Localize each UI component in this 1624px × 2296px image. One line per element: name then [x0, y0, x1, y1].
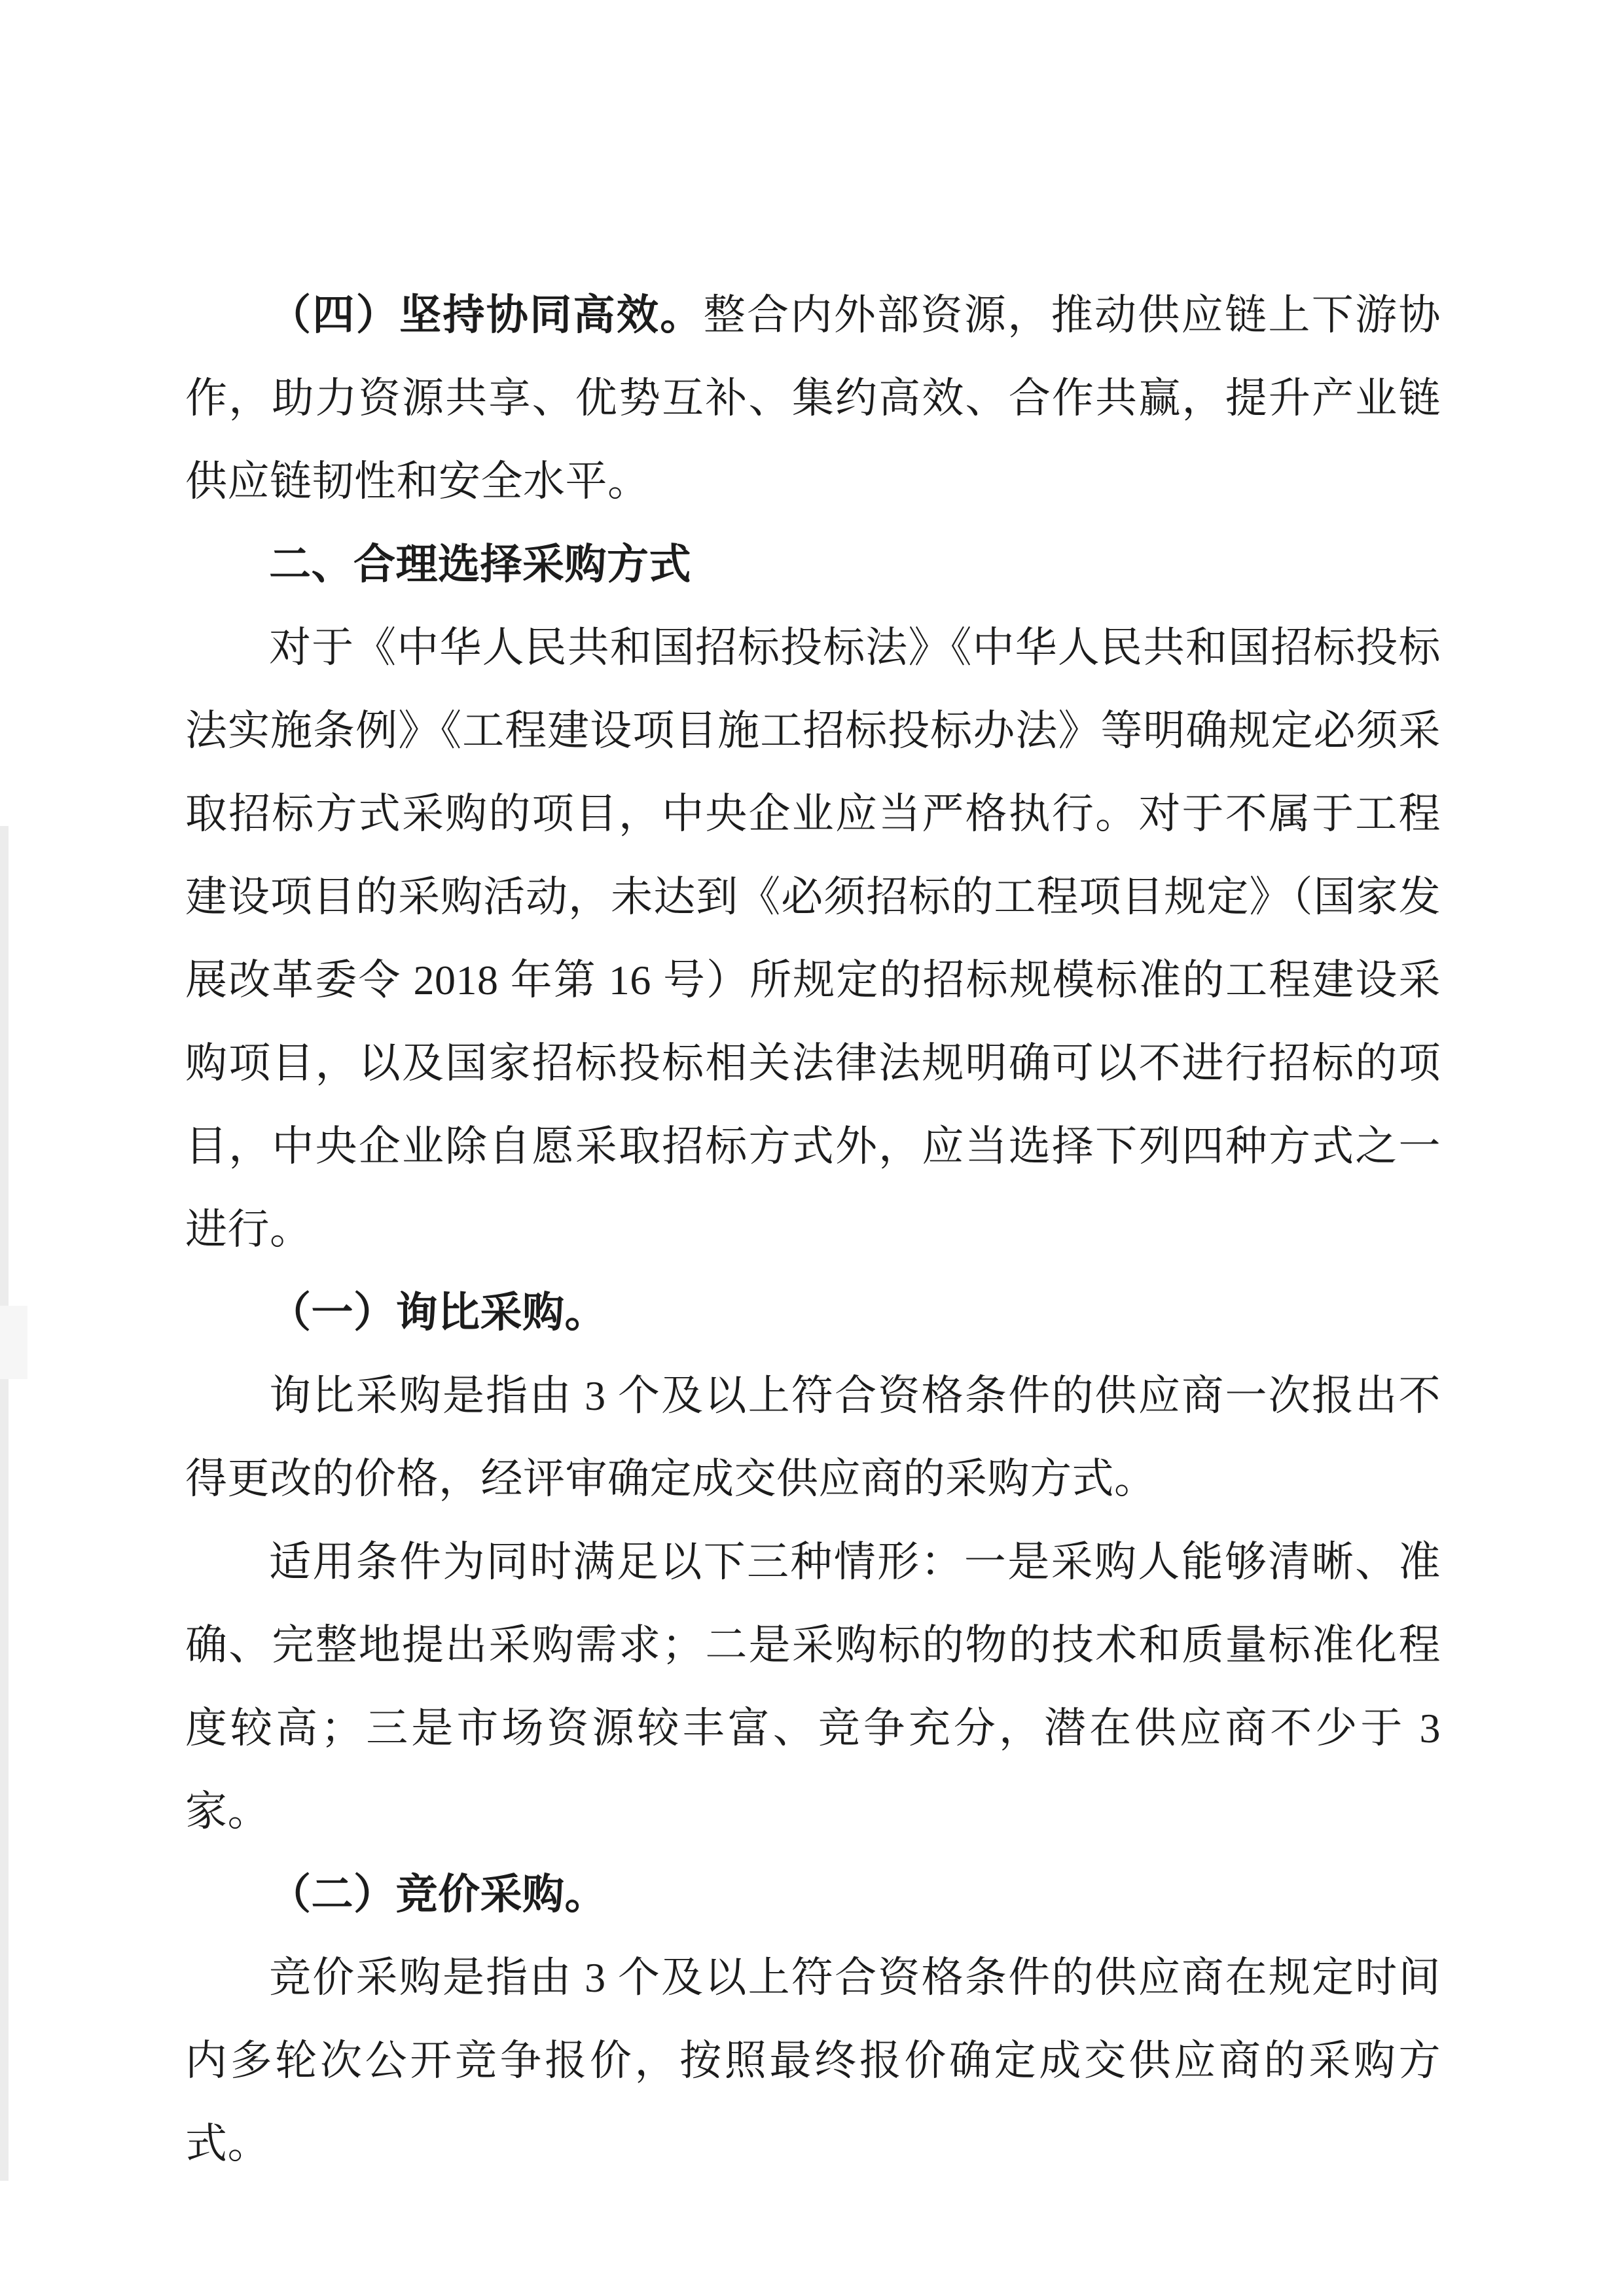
heading-text: （二）竞价采购。 — [269, 1871, 607, 1918]
scan-artifact-left-edge — [0, 826, 9, 2181]
paragraph-inquiry-conditions — [185, 1520, 1441, 1853]
document-body — [185, 274, 1441, 2185]
paragraph-inquiry-definition — [185, 1354, 1441, 1520]
subsection-heading-1-inquiry-procurement — [185, 1271, 1441, 1354]
scan-artifact-blotch — [0, 1306, 27, 1379]
heading-text: 二、合理选择采购方式 — [269, 541, 691, 588]
paragraph-tendering-law-rules — [185, 606, 1441, 1271]
paragraph-lead-bold: （四）坚持协同高效。 — [269, 292, 704, 338]
subsection-heading-2-competitive-bidding — [185, 1853, 1441, 1936]
heading-text: （一）询比采购。 — [269, 1289, 607, 1336]
paragraph-text: 竞价采购是指由 3 个及以上符合资格条件的供应商在规定时间内多轮次公开竞争报价，按照最终报价确定成交供应商的采购方式。 — [185, 1954, 1441, 2167]
paragraph-bidding-definition — [185, 1936, 1441, 2185]
paragraph-text: 对于《中华人民共和国招标投标法》《中华人民共和国招标投标法实施条例》《工程建设项目施工招标投标办法》等明确规定必须采取招标方式采购的项目，中央企业应当严格执行。对于不属于工程建设项目的采购活动，未达到《必须招标的工程项目规定》（国家发展改革委令 2018 年第 16 号）所规定的招标规模标准的工程建设采购项目，以及国家招标投标相关法律法规明确可以不进行招标的项目，中央企业除自愿采取招标方式外，应当选择下列四种方式之一进行。 — [185, 624, 1441, 1253]
paragraph-text: 询比采购是指由 3 个及以上符合资格条件的供应商一次报出不得更改的价格，经评审确定成交供应商的采购方式。 — [185, 1372, 1441, 1502]
section-heading-2-procurement-method — [185, 523, 1441, 606]
paragraph-text: 整合内外部资源，推动供应链上下游协作，助力资源共享、优势互补、集约高效、合作共赢，提升产业链供应链韧性和安全水平。 — [185, 292, 1441, 505]
paragraph-text: 适用条件为同时满足以下三种情形：一是采购人能够清晰、准确、完整地提出采购需求；二是采购标的物的技术和质量标准化程度较高；三是市场资源较丰富、竞争充分，潜在供应商不少于 3 家。 — [185, 1539, 1441, 1835]
paragraph-principle-4-collaboration — [185, 274, 1441, 523]
